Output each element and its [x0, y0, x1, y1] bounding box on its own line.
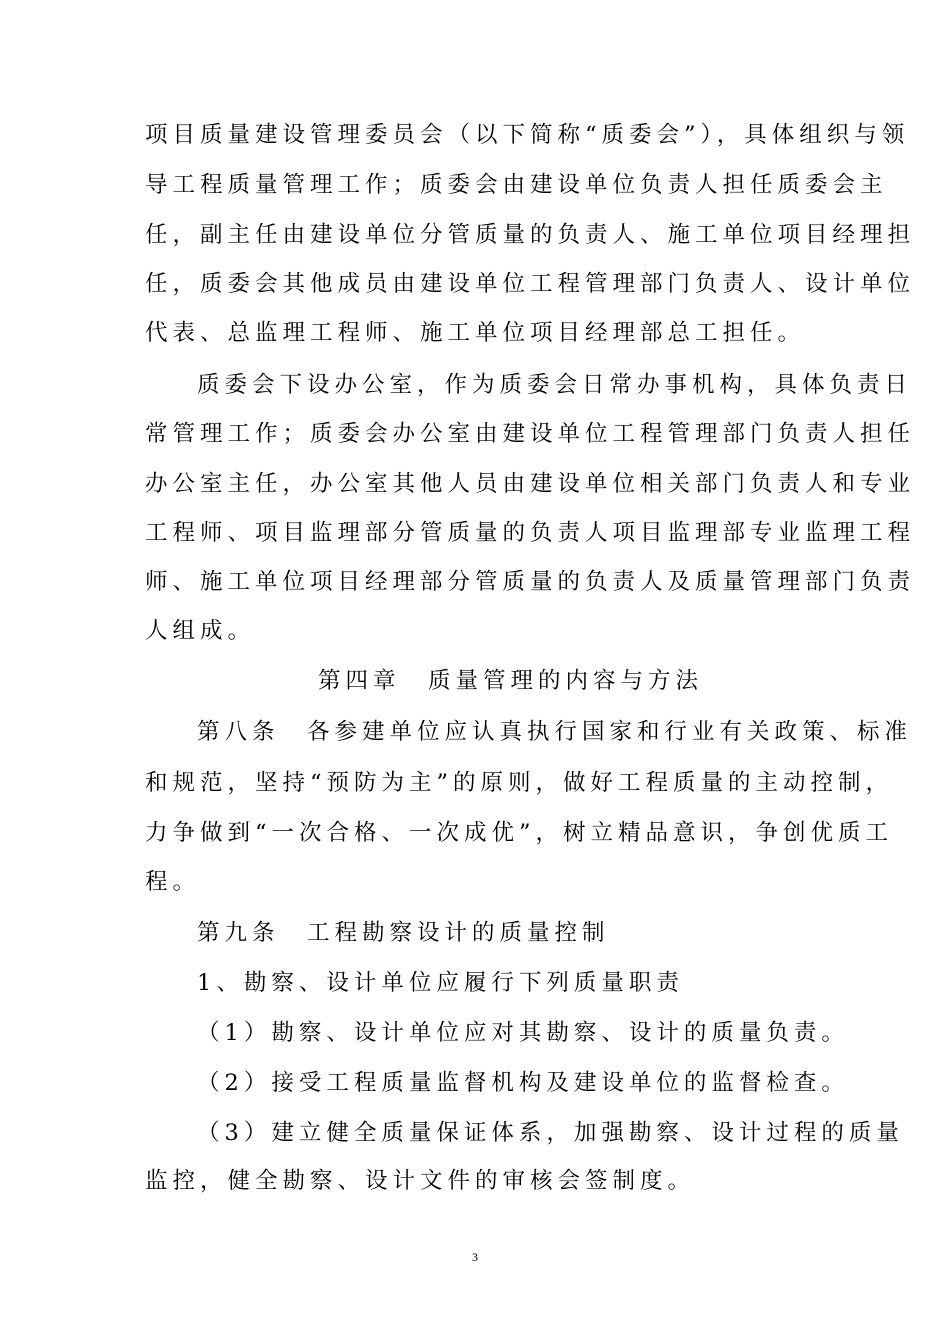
list-item: （2）接受工程质量监督机构及建设单位的监督检查。: [197, 1070, 849, 1096]
article-line: 力争做到“一次合格、一次成优”，树立精品意识，争创优质工: [145, 820, 894, 846]
paragraph-line: 质委会下设办公室，作为质委会日常办事机构，具体负责日: [197, 372, 913, 398]
chapter-heading: 第四章 质量管理的内容与方法: [318, 668, 704, 694]
list-item: （1）勘察、设计单位应对其勘察、设计的质量负责。: [197, 1020, 849, 1046]
paragraph-line: 任，质委会其他成员由建设单位工程管理部门负责人、设计单位: [145, 271, 916, 297]
paragraph-line: 代表、总监理工程师、施工单位项目经理部总工担任。: [145, 320, 806, 346]
paragraph-line: 办公室主任，办公室其他人员由建设单位相关部门负责人和专业: [145, 471, 916, 497]
paragraph-line: 人组成。: [145, 618, 256, 644]
page-number: 3: [472, 1250, 478, 1264]
article-line: 和规范，坚持“预防为主”的原则，做好工程质量的主动控制，: [145, 770, 894, 796]
paragraph-line: 导工程质量管理工作；质委会由建设单位负责人担任质委会主: [145, 172, 888, 198]
paragraph-line: 任，副主任由建设单位分管质量的负责人、施工单位项目经理担: [145, 222, 916, 248]
article-heading: 第九条 工程勘察设计的质量控制: [197, 920, 610, 946]
paragraph-line: 项目质量建设管理委员会（以下简称“质委会”），具体组织与领: [145, 122, 910, 148]
article-line: 程。: [145, 869, 201, 895]
list-item: （3）建立健全质量保证体系，加强勘察、设计过程的质量: [197, 1120, 904, 1146]
list-item: 监控，健全勘察、设计文件的审核会签制度。: [145, 1168, 696, 1194]
paragraph-line: 工程师、项目监理部分管质量的负责人项目监理部专业监理工程: [145, 520, 916, 546]
list-item: 1、勘察、设计单位应履行下列质量职责: [197, 970, 684, 996]
paragraph-line: 师、施工单位项目经理部分管质量的负责人及质量管理部门负责: [145, 569, 916, 595]
article-line: 第八条 各参建单位应认真执行国家和行业有关政策、标准: [197, 719, 913, 745]
paragraph-line: 常管理工作；质委会办公室由建设单位工程管理部门负责人担任: [145, 421, 916, 447]
